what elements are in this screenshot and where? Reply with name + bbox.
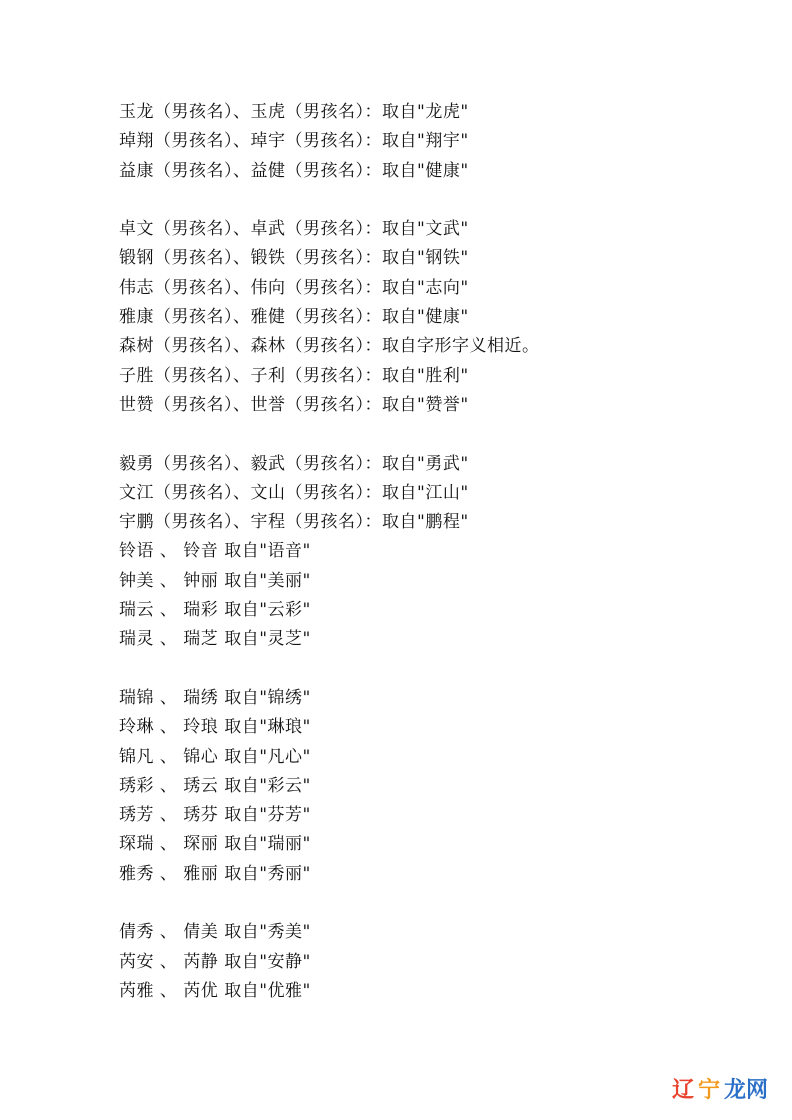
- text-line: 毅勇（男孩名）、毅武（男孩名）：取自"勇武": [119, 453, 469, 474]
- text-line: 子胜（男孩名）、子利（男孩名）：取自"胜利": [119, 365, 469, 386]
- text-line: 芮安 、 芮静 取自"安静": [119, 951, 311, 972]
- text-line: 锻钢（男孩名）、锻铁（男孩名）：取自"钢铁": [119, 248, 469, 269]
- text-line: 芮雅 、 芮优 取自"优雅": [119, 980, 311, 1001]
- text-line: 琇芳 、 琇芬 取自"芬芳": [119, 805, 311, 826]
- watermark-text-1: 辽: [671, 1077, 694, 1103]
- text-line: 锦凡 、 锦心 取自"凡心": [119, 746, 311, 767]
- text-line: 琸翔（男孩名）、琸宇（男孩名）：取自"翔宇": [119, 131, 469, 152]
- text-line: 钟美 、 钟丽 取自"美丽": [119, 570, 311, 591]
- paragraph-gap: [119, 186, 679, 215]
- text-line: 瑞云 、 瑞彩 取自"云彩": [119, 600, 311, 621]
- text-line: 伟志（男孩名）、伟向（男孩名）：取自"志向": [119, 277, 469, 298]
- text-line: 铃语 、 铃音 取自"语音": [119, 541, 311, 562]
- document-body: [119, 98, 679, 1006]
- paragraph-gap: [119, 420, 679, 449]
- text-line: 世赞（男孩名）、世誉（男孩名）：取自"赞誉": [119, 394, 469, 415]
- text-line: 卓文（男孩名）、卓武（男孩名）：取自"文武": [119, 219, 469, 240]
- text-line: 琇彩 、 琇云 取自"彩云": [119, 775, 311, 796]
- text-line: 琛瑞 、 琛丽 取自"瑞丽": [119, 834, 311, 855]
- site-watermark-logo: [672, 1068, 768, 1108]
- paragraph-gap: [119, 889, 679, 918]
- watermark-text-2: 宁: [697, 1077, 720, 1103]
- watermark-text-3: 龙网: [723, 1077, 768, 1103]
- text-line: 玉龙（男孩名）、玉虎（男孩名）：取自"龙虎": [119, 102, 469, 122]
- text-line: 宇鹏（男孩名）、宇程（男孩名）：取自"鹏程": [119, 512, 469, 533]
- text-line: 雅康（男孩名）、雅健（男孩名）：取自"健康": [119, 307, 469, 328]
- text-line: 瑞锦 、 瑞绣 取自"锦绣": [119, 687, 311, 708]
- text-line: 文江（男孩名）、文山（男孩名）：取自"江山": [119, 482, 469, 503]
- text-line: 雅秀 、 雅丽 取自"秀丽": [119, 863, 311, 884]
- paragraph-gap: [119, 655, 679, 684]
- text-line: 瑞灵 、 瑞芝 取自"灵芝": [119, 629, 311, 650]
- text-line: 益康（男孩名）、益健（男孩名）：取自"健康": [119, 160, 469, 181]
- text-line: 倩秀 、 倩美 取自"秀美": [119, 922, 311, 943]
- text-line: 玲琳 、 玲琅 取自"琳琅": [119, 717, 311, 738]
- text-line: 森树（男孩名）、森林（男孩名）：取自字形字义相近。: [119, 336, 540, 357]
